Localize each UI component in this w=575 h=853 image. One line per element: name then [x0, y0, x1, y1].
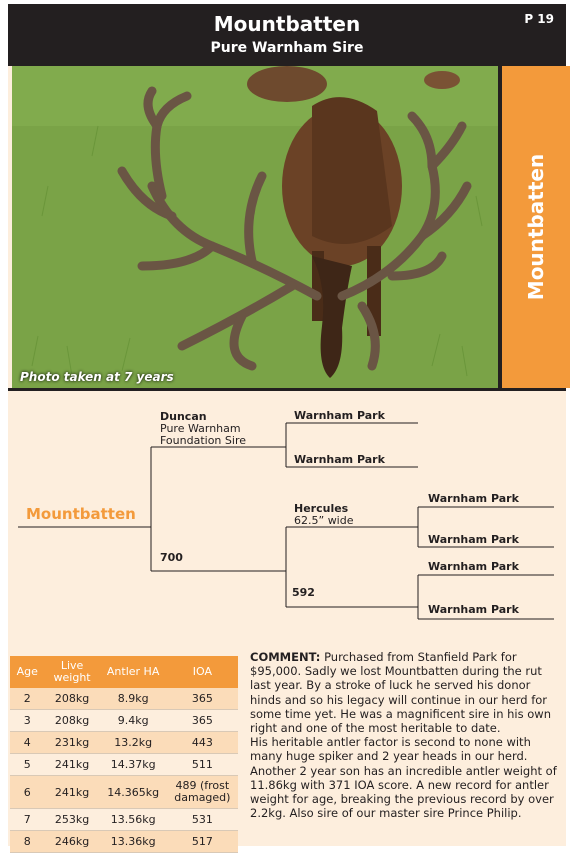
- cell-age: 2: [10, 688, 45, 710]
- dam-name: 700: [160, 551, 183, 564]
- dam-dam-name: 592: [292, 586, 315, 599]
- sire-parent-b: Warnham Park: [294, 453, 385, 466]
- cell-antler-ha: 13.2kg: [100, 732, 167, 754]
- pedigree-chart: [8, 388, 566, 659]
- cell-ioa: 517: [167, 831, 238, 853]
- cell-live-weight: 241kg: [45, 776, 100, 809]
- cell-age: 7: [10, 809, 45, 831]
- pedigree-root-name: Mountbatten: [26, 505, 136, 523]
- stag-illustration: [12, 66, 498, 388]
- cell-live-weight: 208kg: [45, 710, 100, 732]
- cell-ioa: 443: [167, 732, 238, 754]
- side-name-tab: [498, 66, 570, 388]
- cell-ioa: 489 (frost damaged): [167, 776, 238, 809]
- side-tab-label: Mountbatten: [524, 153, 548, 301]
- dam-sire-name: Hercules: [294, 502, 349, 515]
- photo-caption: Photo taken at 7 years: [20, 370, 174, 384]
- dam-dam-parent-b: Warnham Park: [428, 603, 519, 616]
- catalogue-page: [8, 4, 566, 846]
- sire-parent-a: Warnham Park: [294, 409, 385, 422]
- comment-paragraph-2: His heritable antler factor is second to none with many huge spiker and 2 year heads in our herd. Another 2 year son has an incredible antler weight of 11.86kg with 371 IOA score. A new record for antler weight for age, breaking the previous record by over 2.2kg. Also sire of our master sire Prince Philip.: [250, 735, 557, 821]
- cell-live-weight: 246kg: [45, 831, 100, 853]
- col-header-antler-ha: Antler HA: [100, 656, 167, 688]
- stats-header-row: [10, 656, 238, 688]
- cell-antler-ha: 14.37kg: [100, 754, 167, 776]
- stats-table-wrap: [10, 656, 238, 848]
- table-row: [10, 754, 238, 776]
- table-row: [10, 710, 238, 732]
- cell-ioa: 511: [167, 754, 238, 776]
- cell-antler-ha: 13.56kg: [100, 809, 167, 831]
- page-title: Mountbatten: [213, 12, 361, 36]
- comment-label: COMMENT:: [250, 650, 321, 664]
- cell-ioa: 531: [167, 809, 238, 831]
- cell-antler-ha: 9.4kg: [100, 710, 167, 732]
- dam-sire-parent-b: Warnham Park: [428, 533, 519, 546]
- col-header-live-weight: Live weight: [45, 656, 100, 688]
- cell-age: 8: [10, 831, 45, 853]
- comment-text-1: Purchased from Stanfield Park for $95,000. Sadly we lost Mountbatten during the rut last year. By a stroke of luck he served his donor hinds and so his legacy will continue in our herd for some time yet. He was a magnificent sire in his own right and one of the most heritable to date.: [250, 650, 551, 736]
- col-header-ioa: IOA: [167, 656, 238, 688]
- stats-table: [10, 656, 238, 853]
- col-header-age: Age: [10, 656, 45, 688]
- cell-live-weight: 208kg: [45, 688, 100, 710]
- page-header: [8, 4, 566, 66]
- stag-photo: [12, 66, 498, 388]
- pedigree-lines: [8, 391, 566, 659]
- cell-age: 5: [10, 754, 45, 776]
- cell-antler-ha: 14.365kg: [100, 776, 167, 809]
- cell-live-weight: 253kg: [45, 809, 100, 831]
- table-row: [10, 809, 238, 831]
- cell-ioa: 365: [167, 688, 238, 710]
- cell-age: 4: [10, 732, 45, 754]
- cell-antler-ha: 8.9kg: [100, 688, 167, 710]
- cell-age: 6: [10, 776, 45, 809]
- table-row: [10, 688, 238, 710]
- comment-paragraph-1: [250, 650, 558, 735]
- table-row: [10, 831, 238, 853]
- sire-line2: Pure Warnham: [160, 422, 241, 435]
- dam-sire-parent-a: Warnham Park: [428, 492, 519, 505]
- cell-live-weight: 231kg: [45, 732, 100, 754]
- table-row: [10, 732, 238, 754]
- cell-age: 3: [10, 710, 45, 732]
- dam-sire-detail: 62.5” wide: [294, 514, 354, 527]
- table-row: [10, 776, 238, 809]
- dam-dam-parent-a: Warnham Park: [428, 560, 519, 573]
- page-subtitle: Pure Warnham Sire: [210, 40, 364, 56]
- page-number: P 19: [524, 12, 554, 26]
- comment-block: [250, 650, 558, 820]
- cell-live-weight: 241kg: [45, 754, 100, 776]
- sire-line3: Foundation Sire: [160, 434, 246, 447]
- cell-antler-ha: 13.36kg: [100, 831, 167, 853]
- cell-ioa: 365: [167, 710, 238, 732]
- sire-name: Duncan: [160, 410, 207, 423]
